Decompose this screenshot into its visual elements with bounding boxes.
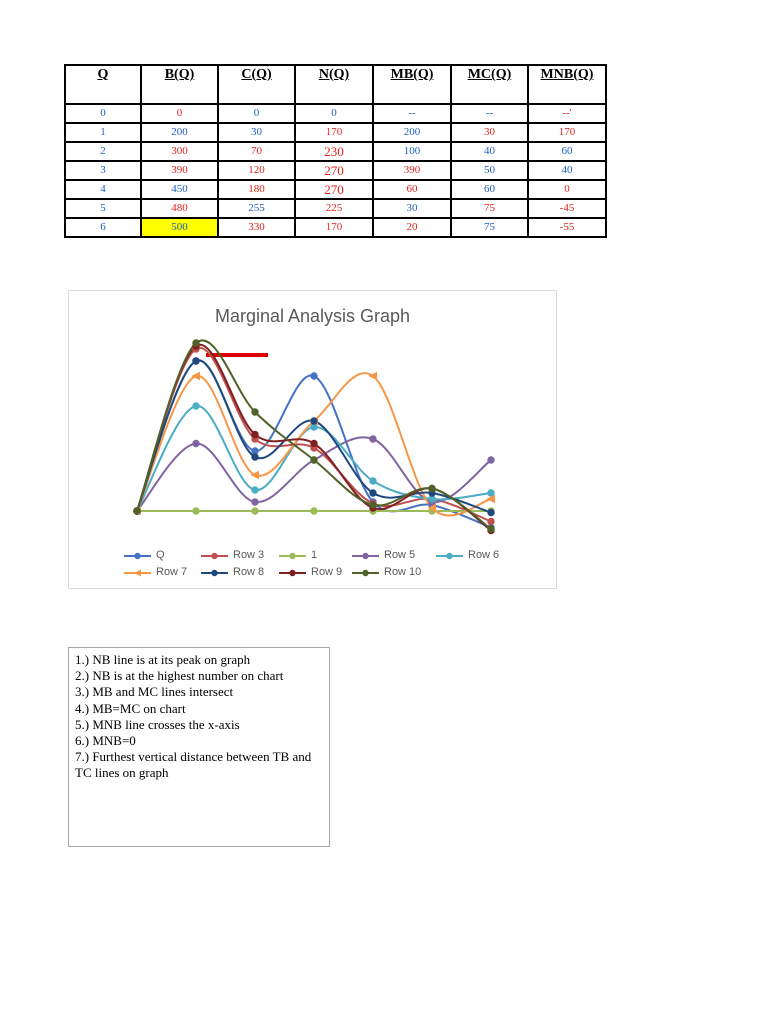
- data-point: [311, 457, 317, 463]
- table-cell: 30: [373, 199, 451, 218]
- table-cell: 0: [141, 104, 218, 123]
- annotation-red-bar: [206, 353, 268, 357]
- legend-label: Q: [156, 549, 165, 561]
- legend-swatch: [200, 567, 230, 579]
- table-cell: 100: [373, 142, 451, 161]
- table-cell: 255: [218, 199, 295, 218]
- legend-label: Row 3: [233, 549, 265, 561]
- legend-swatch: [435, 550, 465, 562]
- data-point: [488, 457, 494, 463]
- data-point: [370, 490, 376, 496]
- data-point: [488, 518, 494, 524]
- legend-swatch: [278, 567, 308, 579]
- legend-swatch: [200, 550, 230, 562]
- chart-plot: [69, 291, 558, 590]
- table-cell: 0: [65, 104, 141, 123]
- data-point: [134, 508, 140, 514]
- table-cell: 170: [528, 123, 606, 142]
- chart: [68, 290, 557, 589]
- data-point: [311, 373, 317, 379]
- table-cell: 0: [218, 104, 295, 123]
- table-cell: 60: [528, 142, 606, 161]
- data-point: [193, 373, 200, 380]
- data-point: [311, 418, 317, 424]
- legend-label: Row 9: [311, 566, 343, 578]
- table-cell: 0: [528, 180, 606, 199]
- note-item: 4.) MB=MC on chart: [75, 700, 186, 716]
- table-row: [65, 180, 606, 199]
- table-cell: -55: [528, 218, 606, 237]
- table-cell: 270: [295, 161, 373, 180]
- table-cell: 60: [451, 180, 528, 199]
- table-row: [65, 218, 606, 237]
- table-cell: 6: [65, 218, 141, 237]
- data-point: [429, 485, 435, 491]
- note-item: 5.) MNB line crosses the x-axis: [75, 716, 240, 732]
- legend-swatch: [123, 550, 153, 562]
- data-point: [370, 436, 376, 442]
- header-cq: C(Q): [218, 65, 295, 104]
- table-cell: 170: [295, 123, 373, 142]
- table-cell: 450: [141, 180, 218, 199]
- legend-label: Row 5: [384, 549, 416, 561]
- data-point: [488, 509, 494, 515]
- table-cell: 120: [218, 161, 295, 180]
- data-point: [311, 440, 317, 446]
- table-cell: 390: [373, 161, 451, 180]
- data-point: [311, 508, 317, 514]
- legend-label: Row 6: [468, 549, 500, 561]
- table-cell: 180: [218, 180, 295, 199]
- data-point: [252, 454, 258, 460]
- data-point: [252, 499, 258, 505]
- legend-swatch: [351, 567, 381, 579]
- table-cell: 40: [451, 142, 528, 161]
- legend-swatch: [123, 567, 153, 579]
- notes-box: [68, 647, 330, 847]
- header-q: Q: [65, 65, 141, 104]
- table-cell: 20: [373, 218, 451, 237]
- table-cell: --: [451, 104, 528, 123]
- table-cell: 3: [65, 161, 141, 180]
- legend-swatch: [351, 550, 381, 562]
- table-cell: 1: [65, 123, 141, 142]
- table-cell: 30: [218, 123, 295, 142]
- data-point: [252, 448, 258, 454]
- table-cell: 500: [141, 218, 218, 237]
- data-point: [429, 496, 435, 502]
- note-item: 2.) NB is at the highest number on chart: [75, 668, 284, 684]
- header-bq: B(Q): [141, 65, 218, 104]
- table-cell: -45: [528, 199, 606, 218]
- data-point: [193, 403, 199, 409]
- table-cell: 75: [451, 218, 528, 237]
- table-cell: --': [528, 104, 606, 123]
- table-cell: 50: [451, 161, 528, 180]
- note-item: 6.) MNB=0: [75, 733, 136, 749]
- data-point: [488, 490, 494, 496]
- table-cell: 2: [65, 142, 141, 161]
- table-cell: 4: [65, 180, 141, 199]
- data-point: [252, 508, 258, 514]
- table-row: [65, 123, 606, 142]
- header-nq: N(Q): [295, 65, 373, 104]
- table-row: [65, 161, 606, 180]
- table-cell: 5: [65, 199, 141, 218]
- table-cell: 480: [141, 199, 218, 218]
- table-cell: 60: [373, 180, 451, 199]
- table-cell: 170: [295, 218, 373, 237]
- table-header-row: [65, 65, 606, 104]
- data-point: [193, 358, 199, 364]
- table-row: [65, 142, 606, 161]
- table-cell: 300: [141, 142, 218, 161]
- table-cell: 40: [528, 161, 606, 180]
- data-point: [488, 526, 494, 532]
- data-point: [193, 440, 199, 446]
- legend-swatch: [278, 550, 308, 562]
- data-table: [64, 64, 607, 238]
- table-body: [65, 104, 606, 237]
- table-cell: 200: [373, 123, 451, 142]
- data-point: [252, 409, 258, 415]
- data-point: [370, 502, 376, 508]
- legend-label: Row 8: [233, 566, 265, 578]
- chart-title: Marginal Analysis Graph: [214, 306, 411, 326]
- legend-label: Row 10: [384, 566, 422, 578]
- data-point: [370, 478, 376, 484]
- table-cell: --: [373, 104, 451, 123]
- header-mcq: MC(Q): [451, 65, 528, 104]
- table-cell: 230: [295, 142, 373, 161]
- data-point: [311, 424, 317, 430]
- table-row: [65, 104, 606, 123]
- note-item: 3.) MB and MC lines intersect: [75, 684, 234, 700]
- legend-label: 1: [311, 549, 318, 561]
- header-mbq: MB(Q): [373, 65, 451, 104]
- legend-label: Row 7: [156, 566, 188, 578]
- table-cell: 390: [141, 161, 218, 180]
- data-point: [193, 508, 199, 514]
- table-cell: 0: [295, 104, 373, 123]
- table-cell: 330: [218, 218, 295, 237]
- data-point: [252, 487, 258, 493]
- table-cell: 30: [451, 123, 528, 142]
- note-item: 1.) NB line is at its peak on graph: [75, 652, 251, 667]
- table-cell: 70: [218, 142, 295, 161]
- table-cell: 270: [295, 180, 373, 199]
- table-cell: 75: [451, 199, 528, 218]
- table-cell: 200: [141, 123, 218, 142]
- header-mnbq: MNB(Q): [528, 65, 606, 104]
- data-point: [252, 431, 258, 437]
- table-cell: 225: [295, 199, 373, 218]
- table-row: [65, 199, 606, 218]
- note-item: 7.) Furthest vertical distance between TB and TC lines on graph: [75, 749, 312, 781]
- data-point: [193, 340, 199, 346]
